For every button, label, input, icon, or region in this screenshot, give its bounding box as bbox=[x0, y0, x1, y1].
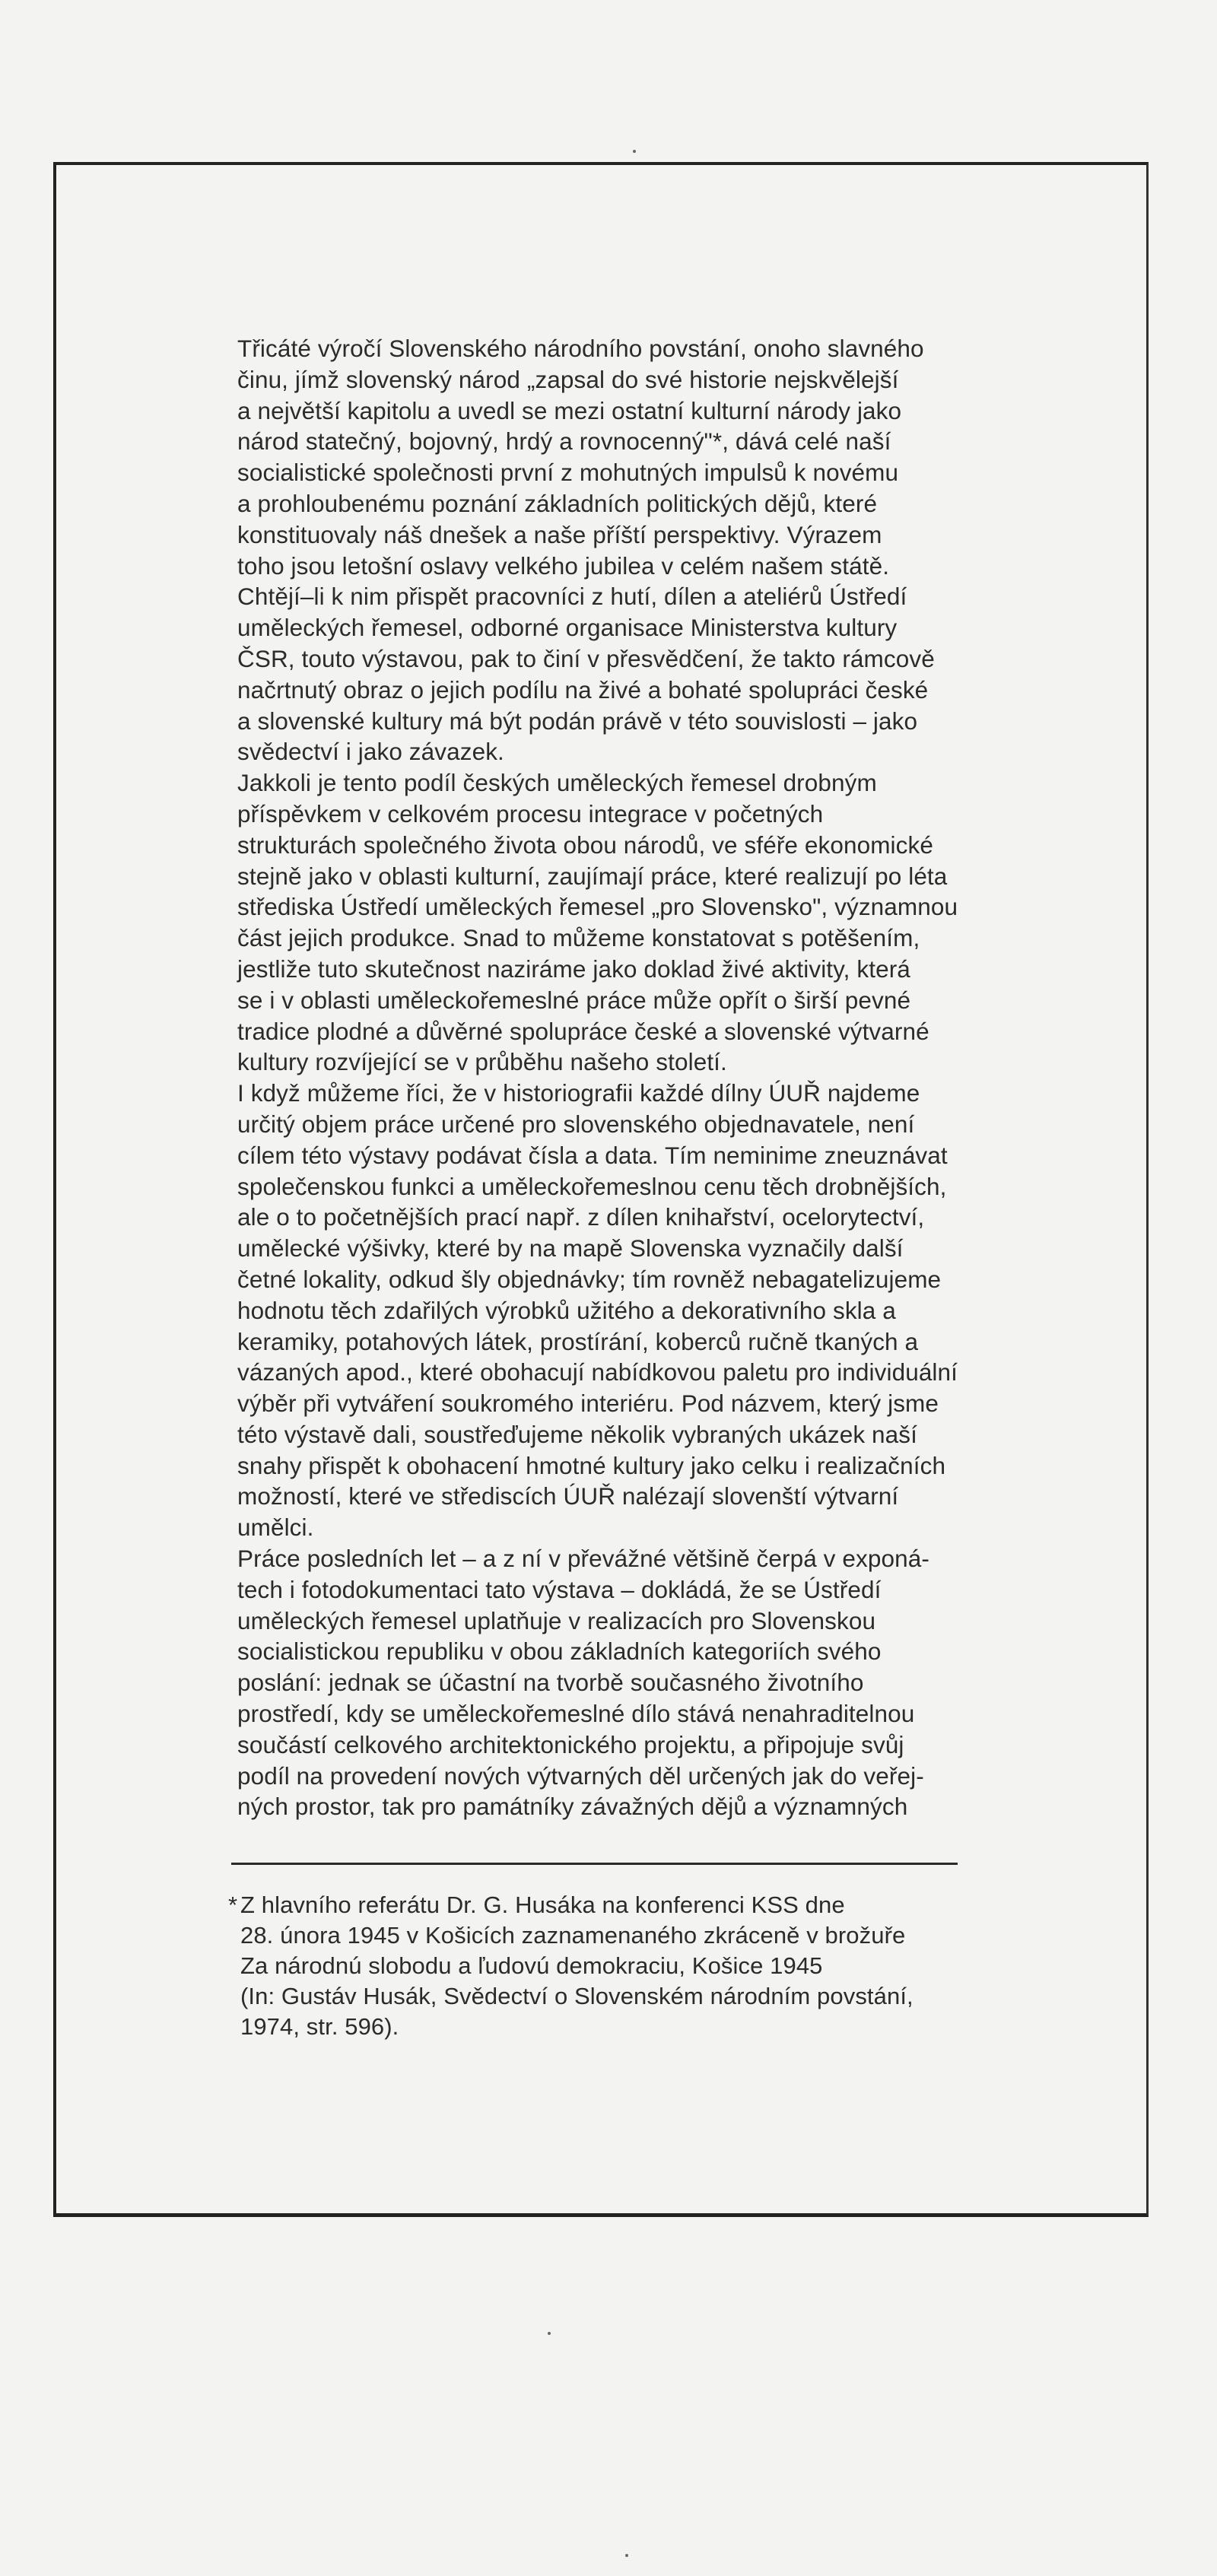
text-line: ČSR, touto výstavou, pak to činí v přesvědčení, že takto rámcově bbox=[237, 644, 935, 672]
text-line: hodnotu těch zdařilých výrobků užitého a dekorativního skla a bbox=[237, 1296, 896, 1324]
text-line: prostředí, kdy se uměleckořemeslné dílo stává nenahraditelnou bbox=[237, 1700, 915, 1728]
text-line: výběr při vytváření soukromého interiéru. Pod názvem, který jsme bbox=[237, 1390, 939, 1418]
text-line: ale o to početnějších prací např. z dílen knihařství, ocelorytectví, bbox=[237, 1203, 925, 1231]
footnote bbox=[228, 1890, 974, 2042]
text-line: Práce posledních let – a z ní v převážné většině čerpá v exponá- bbox=[237, 1545, 929, 1573]
text-line: Jakkoli je tento podíl českých uměleckých řemesel drobným bbox=[237, 769, 877, 797]
text-line: určitý objem práce určené pro slovenského objednavatele, není bbox=[237, 1110, 915, 1138]
text-line: načrtnutý obraz o jejich podílu na živé a bohaté spolupráci české bbox=[237, 675, 929, 704]
text-line: stejně jako v oblasti kulturní, zaujímají práce, které realizují po léta bbox=[237, 862, 948, 890]
text-line: Třicáté výročí Slovenského národního povstání, onoho slavného bbox=[237, 335, 924, 362]
text-line: jestliže tuto skutečnost naziráme jako doklad živé aktivity, která bbox=[237, 954, 910, 983]
text-line: poslání: jednak se účastní na tvorbě současného životního bbox=[237, 1669, 864, 1697]
text-line: umělci. bbox=[237, 1514, 314, 1542]
text-line: strukturách společného života obou národů, ve sféře ekonomické bbox=[237, 831, 933, 859]
text-line: uměleckých řemesel, odborné organisace Ministerstva kultury bbox=[237, 614, 898, 642]
text-line: národ statečný, bojovný, hrdý a rovnocenný"*, dává celé naší bbox=[237, 427, 891, 456]
text-line: společenskou funkci a uměleckořemeslnou cenu těch drobnějších, bbox=[237, 1172, 947, 1200]
text-line: svědectví i jako závazek. bbox=[237, 738, 504, 766]
text-line: střediska Ústředí uměleckých řemesel „pro Slovensko", významnou bbox=[237, 893, 958, 921]
text-line: snahy přispět k obohacení hmotné kultury jako celku i realizačních bbox=[237, 1451, 946, 1479]
text-line: Chtějí–li k nim přispět pracovníci z hutí, dílen a ateliérů Ústředí bbox=[237, 583, 907, 611]
text-line: možností, které ve střediscích ÚUŘ nalézají slovenští výtvarní bbox=[237, 1482, 899, 1510]
text-line: kultury rozvíjející se v průběhu našeho století. bbox=[237, 1048, 727, 1076]
text-line: uměleckých řemesel uplatňuje v realizacích pro Slovenskou bbox=[237, 1606, 876, 1634]
footnote-line: (In: Gustáv Husák, Svědectví o Slovenském národním povstání, bbox=[240, 1983, 914, 2009]
footnote-line: 28. února 1945 v Košicích zaznamenaného zkráceně v brožuře bbox=[240, 1922, 906, 1949]
text-line: cílem této výstavy podávat čísla a data. Tím neminime zneuznávat bbox=[237, 1141, 948, 1169]
text-line: I když můžeme říci, že v historiografii každé dílny ÚUŘ najdeme bbox=[237, 1079, 920, 1107]
print-speck bbox=[548, 2332, 551, 2335]
text-line: toho jsou letošní oslavy velkého jubilea v celém našem státě. bbox=[237, 551, 890, 580]
text-line: součástí celkového architektonického projektu, a připojuje svůj bbox=[237, 1730, 904, 1758]
footnote-text: Z hlavního referátu Dr. G. Husáka na konferenci KSS dne bbox=[240, 1892, 845, 1918]
text-line: socialistické společnosti první z mohutných impulsů k novému bbox=[237, 459, 899, 487]
footnote-line: 1974, str. 596). bbox=[240, 2013, 399, 2040]
text-line: se i v oblasti uměleckořemeslné práce může opřít o širší pevné bbox=[237, 986, 911, 1014]
text-line: ných prostor, tak pro památníky závažných dějů a významných bbox=[237, 1793, 908, 1821]
text-line: a prohloubenému poznání základních politických dějů, které bbox=[237, 489, 878, 517]
footnote-line bbox=[228, 1890, 974, 1920]
text-line: vázaných apod., které obohacují nabídkovou paletu pro individuální bbox=[237, 1358, 958, 1386]
footnote-marker: * bbox=[228, 1892, 238, 1918]
text-line: podíl na provedení nových výtvarných děl určených jak do veřej- bbox=[237, 1761, 924, 1790]
text-line: tradice plodné a důvěrné spolupráce české a slovenské výtvarné bbox=[237, 1017, 929, 1045]
text-line: činu, jímž slovenský národ „zapsal do své historie nejskvělejší bbox=[237, 365, 899, 393]
text-line: a největší kapitolu a uvedl se mezi ostatní kulturní národy jako bbox=[237, 396, 902, 424]
body-text bbox=[237, 333, 964, 1822]
text-line: umělecké výšivky, které by na mapě Slovenska vyznačily další bbox=[237, 1234, 904, 1263]
text-line: keramiky, potahových látek, prostírání, koberců ručně tkaných a bbox=[237, 1327, 919, 1355]
text-line: četné lokality, odkud šly objednávky; tím rovněž nebagatelizujeme bbox=[237, 1265, 942, 1293]
footnote-line: Za národnú slobodu a ľudovú demokraciu, Košice 1945 bbox=[240, 1952, 823, 1979]
text-line: část jejich produkce. Snad to můžeme konstatovat s potěšením, bbox=[237, 924, 920, 952]
text-line: socialistickou republiku v obou základních kategoriích svého bbox=[237, 1637, 882, 1666]
print-speck bbox=[625, 2554, 628, 2557]
text-line: tech i fotodokumentaci tato výstava – dokládá, že se Ústředí bbox=[237, 1575, 882, 1603]
text-line: této výstavě dali, soustřeďujeme několik vybraných ukázek naší bbox=[237, 1420, 917, 1448]
text-line: konstituovaly náš dnešek a naše příští perspektivy. Výrazem bbox=[237, 520, 882, 548]
print-speck bbox=[633, 150, 636, 153]
text-line: příspěvkem v celkovém procesu integrace v početných bbox=[237, 799, 824, 827]
footnote-divider bbox=[231, 1863, 958, 1865]
text-line: a slovenské kultury má být podán právě v této souvislosti – jako bbox=[237, 707, 918, 735]
